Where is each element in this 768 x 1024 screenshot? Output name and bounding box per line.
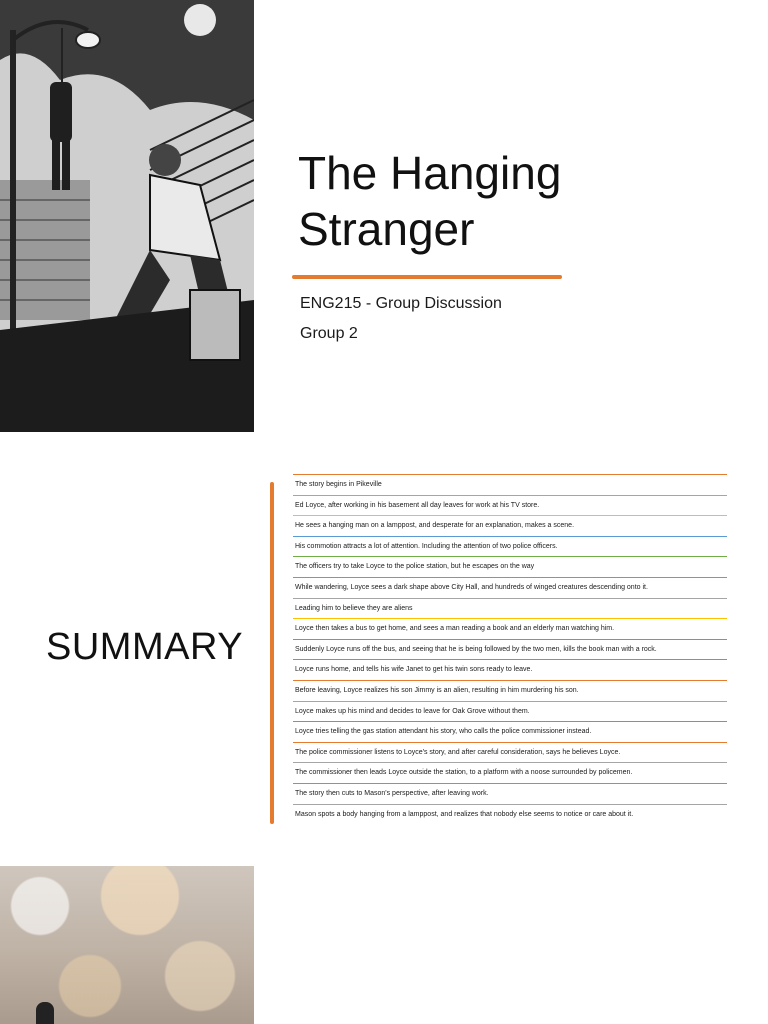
list-item: Loyce then takes a bus to get home, and sees a man reading a book and an elderly man watching him.	[293, 618, 727, 639]
list-item: Loyce runs home, and tells his wife Janet to get his twin sons ready to leave.	[293, 659, 727, 680]
group-subtitle: Group 2	[300, 325, 358, 342]
course-subtitle: ENG215 - Group Discussion	[300, 295, 502, 312]
list-item: The commissioner then leads Loyce outside the station, to a platform with a noose surrounded by policemen.	[293, 762, 727, 783]
list-item: Before leaving, Loyce realizes his son Jimmy is an alien, resulting in him murdering his son.	[293, 680, 727, 701]
list-item: Loyce makes up his mind and decides to leave for Oak Grove without them.	[293, 701, 727, 722]
summary-accent-bar	[270, 482, 274, 824]
illustration-drawing	[0, 0, 254, 432]
summary-list	[293, 474, 727, 824]
list-item: The story begins in Pikeville	[293, 474, 727, 495]
list-item: Ed Loyce, after working in his basement all day leaves for work at his TV store.	[293, 495, 727, 516]
presentation-title	[298, 145, 718, 257]
list-item: His commotion attracts a lot of attention. Including the attention of two police officers.	[293, 536, 727, 557]
list-item: The police commissioner listens to Loyce's story, and after careful consideration, says he believes Loyce.	[293, 742, 727, 763]
list-item: Loyce tries telling the gas station attendant his story, who calls the police commissioner instead.	[293, 721, 727, 742]
list-item: Mason spots a body hanging from a lamppost, and realizes that nobody else seems to notice or care about it.	[293, 804, 727, 825]
bokeh-photo	[0, 866, 254, 1024]
list-item: While wandering, Loyce sees a dark shape above City Hall, and hundreds of winged creatures descending onto it.	[293, 577, 727, 598]
list-item: The officers try to take Loyce to the police station, but he escapes on the way	[293, 556, 727, 577]
summary-heading: SUMMARY	[46, 626, 244, 668]
list-item: He sees a hanging man on a lamppost, and desperate for an explanation, makes a scene.	[293, 515, 727, 536]
list-item: Suddenly Loyce runs off the bus, and seeing that he is being followed by the two men, kills the book man with a rock.	[293, 639, 727, 660]
title-line-2: Stranger	[298, 203, 475, 255]
title-slide	[0, 0, 768, 432]
title-underline	[292, 275, 562, 279]
silhouette-figure	[36, 1002, 54, 1024]
summary-slide	[0, 432, 768, 866]
comic-illustration	[0, 0, 254, 432]
next-slide-partial	[0, 866, 768, 1024]
list-item: The story then cuts to Mason's perspective, after leaving work.	[293, 783, 727, 804]
list-item: Leading him to believe they are aliens	[293, 598, 727, 619]
title-line-1: The Hanging	[298, 147, 562, 199]
